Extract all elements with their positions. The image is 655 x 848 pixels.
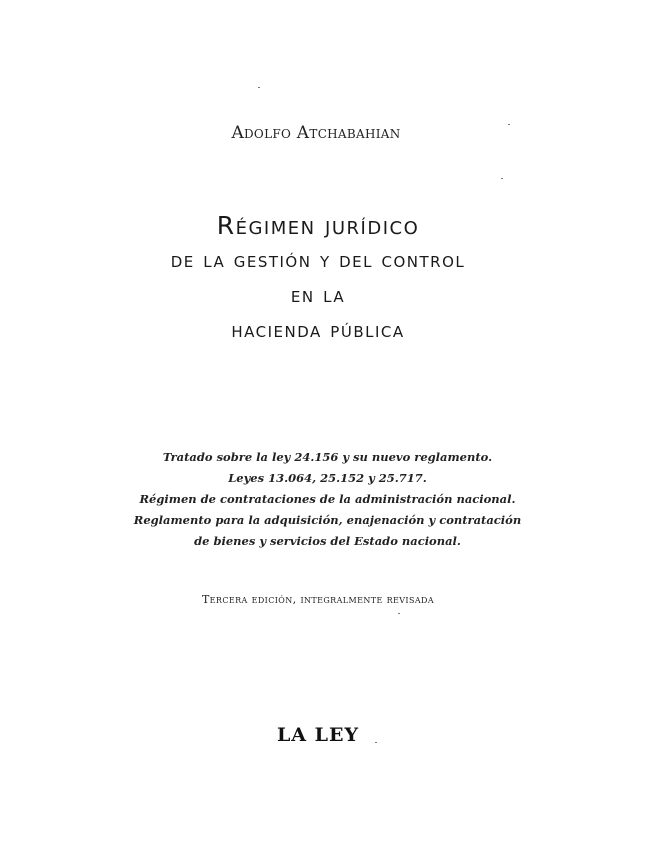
book-title [0,208,636,348]
book-title-line-4: hacienda pública [231,318,405,343]
scan-speck [375,742,377,743]
book-title-line-3: en la [290,283,346,308]
scan-speck [398,613,400,614]
book-title-line-1: Régimen jurídico [216,211,420,240]
subtitle-line-4: Reglamento para la adquisición, enajenación y contratación [133,513,522,527]
scan-speck [508,124,510,125]
subtitle-line-5: de bienes y servicios del Estado nacional. [194,534,461,548]
author-name: Adolfo Atchabahian [231,123,401,143]
scan-speck [501,178,503,179]
subtitle-line-1: Tratado sobre la ley 24.156 y su nuevo reglamento. [162,450,493,464]
publisher-name: LA LEY [276,724,360,746]
subtitle-line-2: Leyes 13.064, 25.152 y 25.717. [228,471,427,485]
book-subtitle [0,447,655,552]
edition-note: Tercera edición, integralmente revisada [201,593,435,606]
subtitle-line-3: Régimen de contrataciones de la administración nacional. [139,492,516,506]
scan-speck [258,87,260,88]
book-title-line-2: de la gestión y del control [170,248,466,273]
